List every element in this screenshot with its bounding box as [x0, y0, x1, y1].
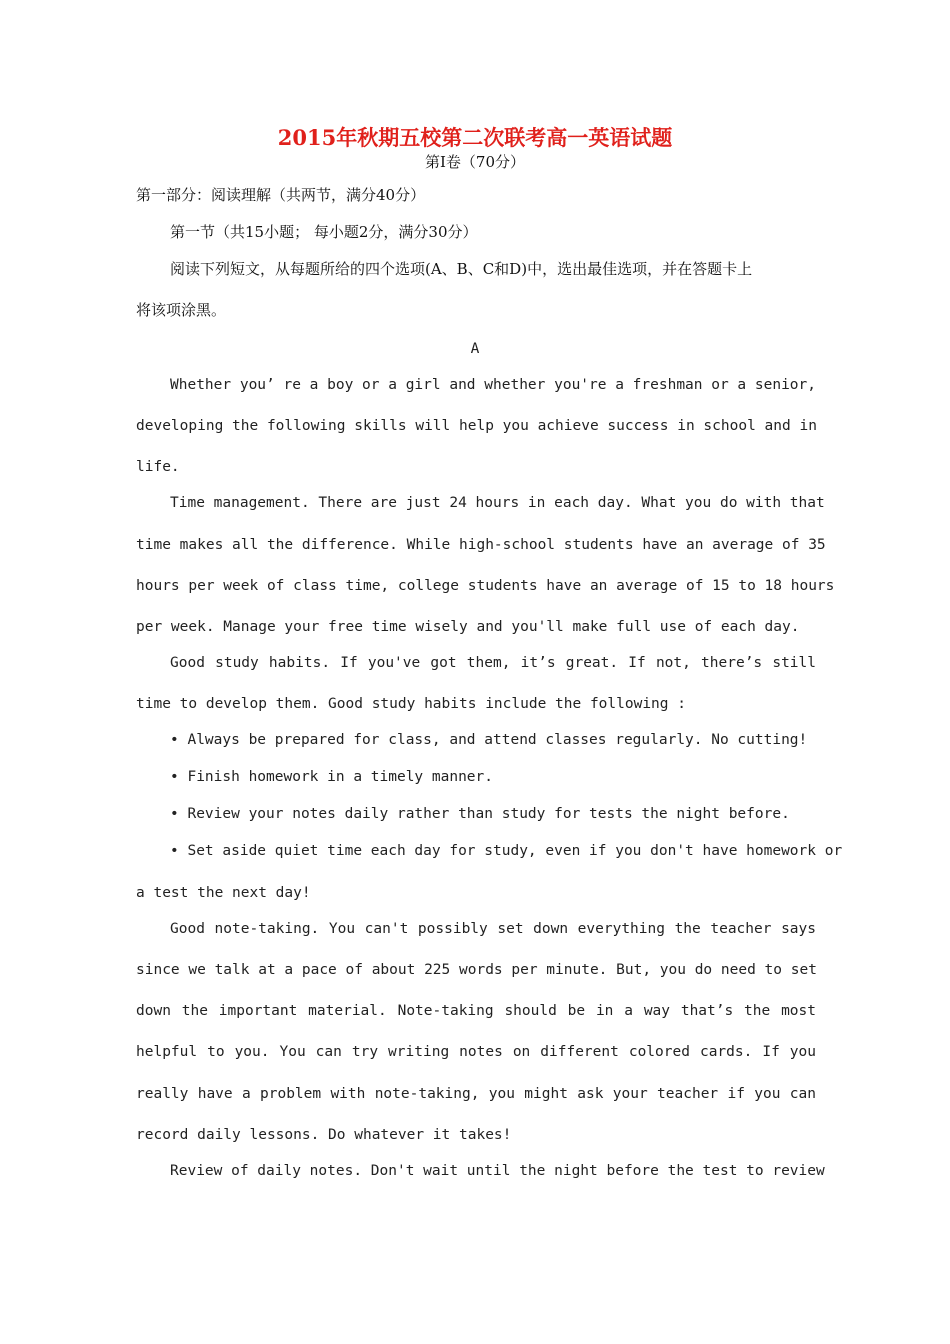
passage-line: per week. Manage your free time wisely and you'll make full use of each day.	[136, 619, 800, 635]
passage-line: time makes all the difference. While high-school students have an average of 35	[136, 537, 826, 553]
section-heading: 第一节（共15小题； 每小题2分，满分30分）	[170, 223, 478, 241]
passage-line: Good study habits. If you've got them, it’s great. If not, there’s still	[170, 655, 816, 671]
passage-line: since we talk at a pace of about 225 words per minute. But, you do need to set	[136, 962, 817, 978]
bullet-item: • Finish homework in a timely manner.	[170, 769, 494, 785]
passage-line: really have a problem with note-taking, you might ask your teacher if you can	[136, 1086, 816, 1102]
passage-line: life.	[136, 459, 180, 475]
passage-line: Whether you’ re a boy or a girl and whether you're a freshman or a senior,	[170, 377, 817, 393]
passage-line: down the important material. Note-taking should be in a way that’s the most	[136, 1003, 816, 1019]
passage-line: time to develop them. Good study habits include the following :	[136, 696, 686, 712]
passage-label: A	[470, 341, 480, 357]
passage-line: Review of daily notes. Don't wait until the night before the test to review	[170, 1163, 825, 1179]
bullet-item: • Review your notes daily rather than study for tests the night before.	[170, 806, 790, 822]
passage-line: Good note-taking. You can't possibly set down everything the teacher says	[170, 921, 816, 937]
passage-line: developing the following skills will help you achieve success in school and in	[136, 418, 817, 434]
paper-subtitle: 第Ⅰ卷（70分）	[424, 153, 525, 171]
part-heading: 第一部分：阅读理解（共两节，满分40分）	[136, 186, 426, 204]
passage-line: a test the next day!	[136, 885, 311, 901]
directions-line-2: 将该项涂黑。	[136, 301, 227, 319]
passage-line: Time management. There are just 24 hours in each day. What you do with that	[170, 495, 825, 511]
bullet-item: • Always be prepared for class, and attend classes regularly. No cutting!	[170, 732, 808, 748]
bullet-item: • Set aside quiet time each day for study, even if you don't have homework or	[170, 843, 843, 859]
passage-line: record daily lessons. Do whatever it takes!	[136, 1127, 512, 1143]
passage-line: hours per week of class time, college students have an average of 15 to 18 hours	[136, 578, 835, 594]
passage-line: helpful to you. You can try writing notes on different colored cards. If you	[136, 1044, 816, 1060]
exam-title: 2015年秋期五校第二次联考高一英语试题	[277, 125, 673, 150]
directions-line-1: 阅读下列短文，从每题所给的四个选项(A、B、C和D)中，选出最佳选项，并在答题卡上	[170, 260, 753, 278]
